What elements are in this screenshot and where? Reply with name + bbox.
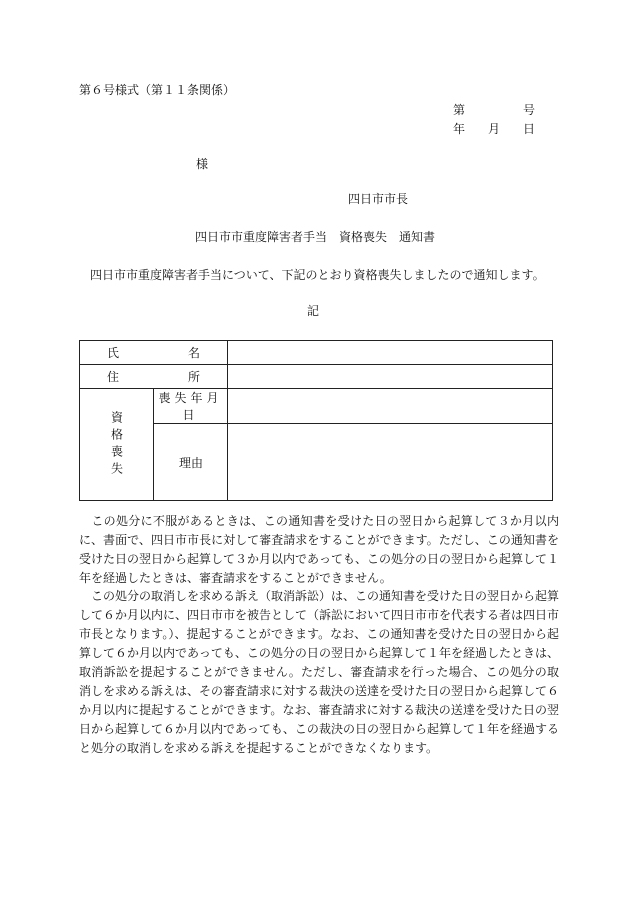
intro-text: 四日市市重度障害者手当について、下記のとおり資格喪失しましたので通知します。: [90, 268, 545, 282]
info-table: [79, 340, 553, 501]
name-value: [228, 341, 553, 365]
qualification-loss-group-label: 資格喪失: [80, 389, 154, 501]
date-month: 月: [488, 122, 501, 136]
loss-date-row: [80, 389, 553, 424]
number-prefix: 第: [453, 103, 466, 117]
appeal-notice-paragraph: この処分に不服があるときは、この通知書を受けた日の翌日から起算して３か月以内に、書面で、四日市市長に対して審査請求をすることができます。ただし、この通知書を受けた日の翌日から起算して３か月以内であっても、この処分の日の翌日から起算して１年を経過したときは、審査請求をすることができません。: [79, 514, 559, 585]
form-number: 第６号様式（第１１条関係）: [79, 83, 236, 97]
ki-heading: 記: [307, 304, 320, 318]
addressee: 様: [196, 157, 209, 171]
lawsuit-notice-paragraph: この処分の取消しを求める訴え（取消訴訟）は、この通知書を受けた日の翌日から起算して６か月以内に、四日市市を被告として（訴訟において四日市市を代表する者は四日市市長となります。）、提起することができます。なお、この通知書を受けた日の翌日から起算して６か月以内であっても、この処分の日の翌日から起算して１年を経過したときは、取消訴訟を提起することができません。ただし、審査請求を行った場合、この処分の取消しを求める訴えは、その審査請求に対する裁決の送達を受けた日の翌日から起算して６か月以内に提起することができます。なお、審査請求に対する裁決の送達を受けた日の翌日から起算して６か月以内であっても、この裁決の日の翌日から起算して１年を経過すると処分の取消しを求める訴えを提起することができなくなります。: [79, 589, 560, 755]
issue-date: [453, 120, 536, 136]
reason-value: [228, 424, 553, 501]
name-label: 氏 名: [80, 341, 228, 365]
page-title: 四日市市重度障害者手当 資格喪失 通知書: [195, 230, 436, 244]
number-suffix: 号: [523, 103, 536, 117]
date-year: 年: [453, 122, 466, 136]
address-value: [228, 365, 553, 389]
loss-date-value: [228, 389, 553, 424]
address-row: [80, 365, 553, 389]
date-day: 日: [523, 122, 536, 136]
loss-date-label: 喪失年月日: [154, 389, 228, 424]
name-row: [80, 341, 553, 365]
reason-label: 理 由: [154, 424, 228, 501]
document-number: [453, 101, 536, 117]
issuer: 四日市市長: [348, 192, 409, 206]
address-label: 住 所: [80, 365, 228, 389]
